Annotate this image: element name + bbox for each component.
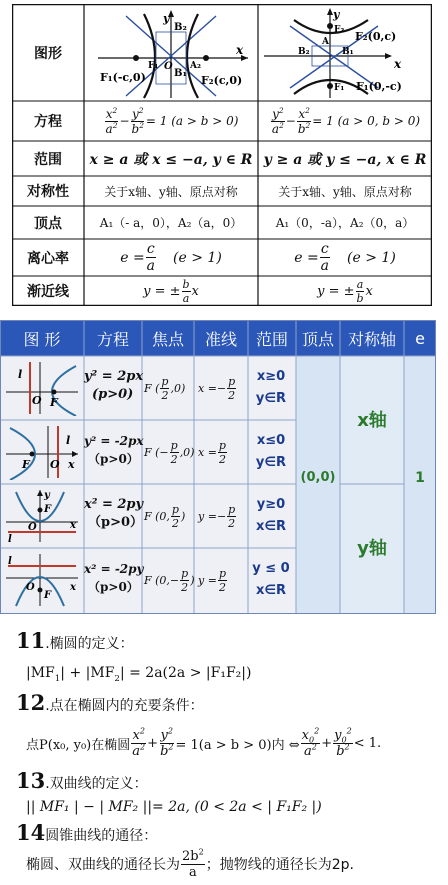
note-12-heading: 12 .点在椭圆内的充要条件： [16, 690, 204, 715]
note-14-heading: 14 圆锥曲线的通径： [16, 820, 158, 845]
f1-short-label: F₁ [148, 61, 159, 71]
label-asymptote: 渐近线 [27, 284, 69, 300]
x-axis-label: x [236, 43, 244, 57]
asymptote-y-prefix: y = ± [317, 283, 355, 299]
header-axis: 对称轴 [347, 329, 396, 349]
eccentricity-x-cond: (e > 1) [173, 249, 222, 266]
f2-label: F₂(c,0) [201, 74, 243, 87]
header-graph: 图 形 [23, 329, 61, 349]
origin-label: O [32, 394, 42, 407]
f1-label-2: F₁(0,-c) [356, 80, 402, 93]
focus-label: F [50, 396, 58, 409]
axis-x-value: x轴 [357, 410, 387, 431]
asymptote-x-prefix: y = ± [143, 283, 181, 299]
equation-y: $\frac{y^2}{a^2}$ − $\frac{x^2}{b^2}$ = 1 (a > 0, b > 0) [271, 105, 421, 136]
y-axis-label: y [163, 12, 170, 25]
focus-label: F [44, 504, 52, 515]
focus-row-3: F (0, $\frac{p}{2}$ ) [144, 502, 186, 530]
eccentricity-y-cond: (e > 1) [347, 249, 396, 266]
f2-label-2: F₂(0,c) [355, 30, 397, 43]
directrix-label: l [18, 368, 23, 381]
directrix-row-4: y = $\frac{p}{2}$ [198, 566, 226, 594]
b1-label: B₁ [174, 68, 187, 79]
focus-label: F [44, 590, 52, 601]
parabola-left-graph [4, 424, 80, 480]
hyperbola-table [12, 4, 432, 306]
asymptote-y: y = ± $\frac{a}{b}$ x [317, 277, 373, 305]
origin-label: O [50, 458, 60, 471]
note-13-heading: 13 .双曲线的定义： [16, 768, 148, 793]
parabola-right-graph [4, 360, 80, 416]
directrix-row-3: y = − $\frac{p}{2}$ [198, 502, 236, 530]
y-axis-label: y [44, 490, 50, 501]
focus-row-1: F ( $\frac{p}{2}$ ,0) [144, 374, 186, 402]
origin-label: O [164, 61, 173, 72]
f2-short-label: F₂ [334, 25, 345, 35]
label-range: 范围 [34, 151, 62, 168]
vertex-value: (0,0) [300, 470, 336, 485]
directrix-row-2: x = $\frac{p}{2}$ [198, 438, 226, 466]
header-directrix: 准线 [204, 329, 237, 349]
b1-label-2: B₁ [342, 47, 354, 57]
symmetry-x: 关于x轴、y轴、原点对称 [104, 184, 238, 199]
equation-row-3: x² = 2py （p>0） [84, 497, 144, 530]
equation-x-cond: = 1 (a > b > 0) [145, 114, 239, 128]
vertex-y: A₁（0，-a），A₂（0，a） [275, 216, 415, 230]
x-axis-label-2: x [394, 57, 402, 71]
header-e: e [415, 328, 425, 348]
range-row-2: x≤0 y∈R [255, 433, 287, 470]
origin-label: O [26, 582, 35, 593]
x-axis-label: x [68, 458, 75, 471]
focus-label: F [22, 458, 30, 471]
vertex-x: A₁（- a，0），A₂（a，0） [99, 216, 243, 230]
equation-y-cond: = 1 (a > 0, b > 0) [312, 114, 421, 128]
label-vertex: 顶点 [34, 215, 62, 232]
y-axis-label-2: y [333, 8, 340, 21]
e-value: 1 [415, 470, 425, 486]
label-graph: 图形 [34, 45, 62, 62]
note-13-formula: || MF₁ | − | MF₂ ||= 2a, (0 < 2a < | F₁F₂ |) [26, 799, 322, 815]
parabola-down-graph [4, 552, 80, 608]
label-eccentricity: 离心率 [27, 250, 69, 267]
range-y: y ≥ a 或 y ≤ −a, x ∈ R [263, 151, 427, 168]
focus-row-2: F ( − $\frac{p}{2}$ ,0) [144, 438, 195, 466]
directrix-label: l [8, 556, 12, 567]
directrix-row-1: x = − $\frac{p}{2}$ [198, 374, 236, 402]
equation-row-4: x² = -2py （p>0） [84, 562, 144, 594]
range-row-1: x≥0 y∈R [255, 369, 287, 406]
b2-label-2: B₂ [298, 47, 310, 57]
axis-y-value: y轴 [357, 538, 387, 559]
f1-label: F₁(-c,0) [100, 71, 146, 84]
note-12-formula: 点P(x₀, y₀)在椭圆 $\frac{x^2}{a^2}$ + $\frac{y^2}{b^2}$ = 1(a > b > 0)内 ⇔ $\frac{x_0^2}{a^2}$ + $\frac{y_0^2}{b^2}$ < 1. [26, 726, 382, 759]
focus-row-4: F (0, − $\frac{p}{2}$ ) [144, 566, 195, 594]
note-14-text: 椭圆、双曲线的通径长为 $\frac{2b^2}{a}$ ；抛物线的通径长为2p. [26, 847, 354, 880]
header-range: 范围 [255, 329, 288, 349]
parabola-up-graph [4, 488, 80, 544]
eccentricity-x: e = $\frac{c}{a}$ (e > 1) [120, 241, 222, 274]
x-axis-label: x [70, 520, 76, 531]
header-vertex: 顶点 [301, 329, 334, 349]
eccentricity-y: e = $\frac{c}{a}$ (e > 1) [294, 241, 396, 274]
equation-row-1: y² = 2px (p>0) [84, 369, 144, 402]
x-axis-label: x [70, 582, 76, 593]
hyperbola-x-graph [86, 6, 256, 99]
a2-label: A₂ [190, 61, 201, 71]
b2-label: B₂ [174, 22, 187, 33]
a-label: A [322, 37, 329, 47]
directrix-label: l [8, 534, 12, 544]
origin-label: O [28, 522, 37, 533]
parabola-table [0, 320, 436, 614]
note-11-formula: $|MF_1| + |MF_2|$ = 2a(2a > |F₁F₂|) [26, 665, 252, 684]
header-equation: 方程 [96, 329, 129, 349]
asymptote-x: y = ± $\frac{b}{a}$ x [143, 277, 199, 305]
range-row-3: y≥0 x∈R [255, 497, 287, 534]
directrix-label: l [66, 434, 71, 447]
symmetry-y: 关于x轴、y轴、原点对称 [278, 184, 412, 199]
range-x: x ≥ a 或 x ≤ −a, y ∈ R [89, 151, 253, 168]
hyperbola-y-graph [260, 6, 430, 99]
label-symmetry: 对称性 [27, 184, 69, 200]
f1-short-label-2: F₁ [334, 83, 345, 93]
note-11-heading: 11 .椭圆的定义： [16, 628, 134, 653]
equation-row-2: y² = -2px （p>0） [84, 434, 144, 466]
range-row-4: y ≤ 0 x∈R [252, 561, 290, 598]
header-focus: 焦点 [151, 329, 184, 349]
label-equation: 方程 [34, 114, 62, 130]
equation-x: $\frac{x^2}{a^2}$ − $\frac{y^2}{b^2}$ = 1 (a > b > 0) [105, 105, 239, 136]
